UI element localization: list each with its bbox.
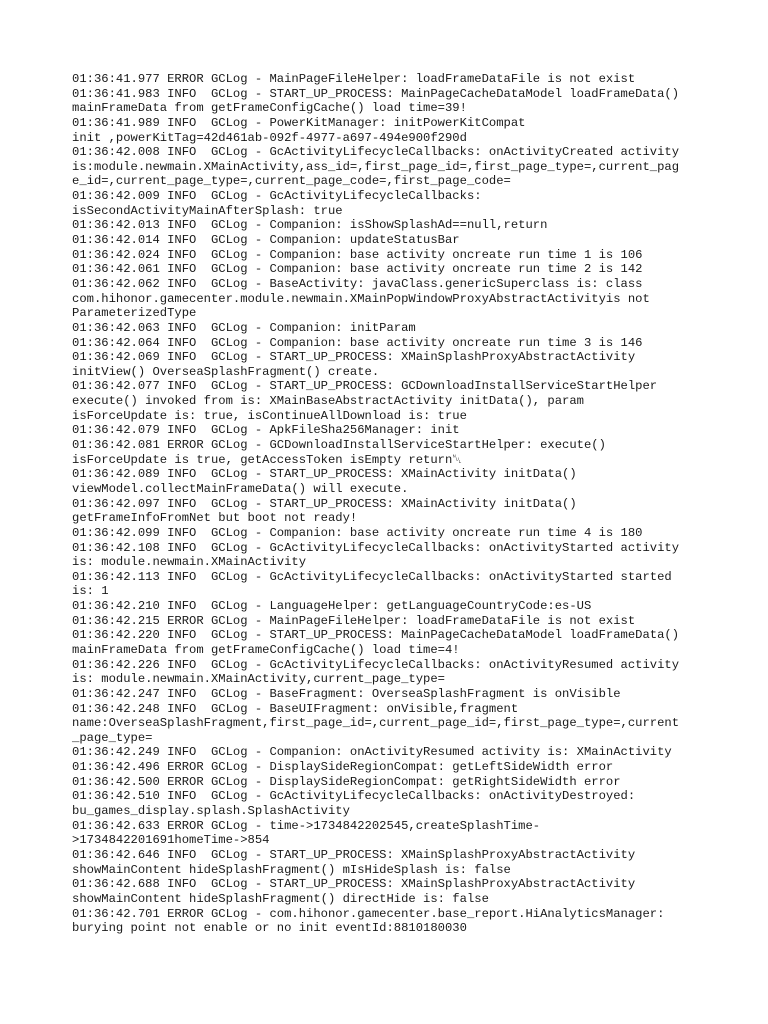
log-line: is: 1: [72, 584, 109, 599]
log-line: is: module.newmain.XMainActivity,current_page_type=: [72, 672, 445, 687]
log-line: mainFrameData from getFrameConfigCache() load time=4!: [72, 642, 460, 657]
log-line: is: module.newmain.XMainActivity: [72, 555, 307, 570]
log-line: execute() invoked from is: XMainBaseAbstractActivity initData(), param: [72, 394, 584, 409]
log-line: viewModel.collectMainFrameData() will execute.: [72, 481, 409, 496]
log-line: 01:36:42.079 INFO GCLog - ApkFileSha256Manager: init: [72, 423, 460, 438]
log-line: 01:36:42.247 INFO GCLog - BaseFragment: OverseaSplashFragment is onVisible: [72, 686, 621, 701]
log-text-block: [72, 72, 712, 936]
log-line: 01:36:42.226 INFO GCLog - GcActivityLifecycleCallbacks: onActivityResumed activity: [72, 657, 680, 672]
log-line: bu_games_display.splash.SplashActivity: [72, 804, 350, 819]
log-line: 01:36:42.496 ERROR GCLog - DisplaySideRegionCompat: getLeftSideWidth error: [72, 760, 614, 775]
log-line: 01:36:42.633 ERROR GCLog - time->1734842202545,createSplashTime-: [72, 818, 541, 833]
log-line: 01:36:41.983 INFO GCLog - START_UP_PROCESS: MainPageCacheDataModel loadFrameData(): [72, 86, 680, 101]
log-line: burying point not enable or no init eventId:8810180030: [72, 921, 467, 936]
log-line: 01:36:42.069 INFO GCLog - START_UP_PROCESS: XMainSplashProxyAbstractActivity: [72, 350, 636, 365]
log-line: getFrameInfoFromNet but boot not ready!: [72, 511, 358, 526]
log-line: 01:36:42.077 INFO GCLog - START_UP_PROCESS: GCDownloadInstallServiceStartHelper: [72, 379, 658, 394]
log-line: 01:36:41.977 ERROR GCLog - MainPageFileHelper: loadFrameDataFile is not exist: [72, 72, 636, 86]
log-line: com.hihonor.gamecenter.module.newmain.XMainPopWindowProxyAbstractActivityis not: [72, 291, 650, 306]
log-line: isForceUpdate is: true, isContinueAllDownload is: true: [72, 408, 467, 423]
log-line: 01:36:42.062 INFO GCLog - BaseActivity: javaClass.genericSuperclass is: class: [72, 276, 643, 291]
log-line: 01:36:42.008 INFO GCLog - GcActivityLifecycleCallbacks: onActivityCreated activity: [72, 145, 680, 160]
log-line: _page_type=: [72, 730, 153, 745]
log-line: 01:36:42.500 ERROR GCLog - DisplaySideRegionCompat: getRightSideWidth error: [72, 774, 621, 789]
log-line: 01:36:42.108 INFO GCLog - GcActivityLifecycleCallbacks: onActivityStarted activity: [72, 540, 680, 555]
log-line: 01:36:42.248 INFO GCLog - BaseUIFragment: onVisible,fragment: [72, 701, 519, 716]
log-line: showMainContent hideSplashFragment() directHide is: false: [72, 891, 489, 906]
log-line: 01:36:42.249 INFO GCLog - Companion: onActivityResumed activity is: XMainActivity: [72, 745, 672, 760]
log-line: 01:36:42.064 INFO GCLog - Companion: base activity oncreate run time 3 is 146: [72, 335, 643, 350]
log-line: 01:36:42.024 INFO GCLog - Companion: base activity oncreate run time 1 is 106: [72, 247, 643, 262]
log-line: >1734842201691homeTime->854: [72, 833, 270, 848]
log-line: 01:36:42.061 INFO GCLog - Companion: base activity oncreate run time 2 is 142: [72, 262, 643, 277]
log-line: 01:36:42.009 INFO GCLog - GcActivityLifecycleCallbacks:: [72, 189, 482, 204]
log-line: 01:36:42.097 INFO GCLog - START_UP_PROCESS: XMainActivity initData(): [72, 496, 577, 511]
log-line: init ,powerKitTag=42d461ab-092f-4977-a697-494e900f290d: [72, 130, 467, 145]
log-line: mainFrameData from getFrameConfigCache() load time=39!: [72, 101, 467, 116]
log-line: 01:36:42.701 ERROR GCLog - com.hihonor.gamecenter.base_report.HiAnalyticsManager:: [72, 906, 665, 921]
log-line: 01:36:42.646 INFO GCLog - START_UP_PROCESS: XMainSplashProxyAbstractActivity: [72, 847, 636, 862]
log-line: 01:36:42.099 INFO GCLog - Companion: base activity oncreate run time 4 is 180: [72, 525, 643, 540]
log-line: 01:36:42.220 INFO GCLog - START_UP_PROCESS: MainPageCacheDataModel loadFrameData(): [72, 628, 680, 643]
log-line: name:OverseaSplashFragment,first_page_id=,current_page_id=,first_page_type=,current: [72, 716, 680, 731]
log-line: 01:36:42.089 INFO GCLog - START_UP_PROCESS: XMainActivity initData(): [72, 467, 577, 482]
log-line: showMainContent hideSplashFragment() mIsHideSplash is: false: [72, 862, 511, 877]
log-line: 01:36:42.510 INFO GCLog - GcActivityLifecycleCallbacks: onActivityDestroyed:: [72, 789, 636, 804]
log-line: 01:36:42.210 INFO GCLog - LanguageHelper: getLanguageCountryCode:es-US: [72, 599, 592, 614]
log-line: isSecondActivityMainAfterSplash: true: [72, 203, 343, 218]
log-line: is:module.newmain.XMainActivity,ass_id=,first_page_id=,first_page_type=,current_pag: [72, 159, 680, 174]
log-line: 01:36:41.989 INFO GCLog - PowerKitManager: initPowerKitCompat: [72, 115, 526, 130]
log-line: ParameterizedType: [72, 306, 197, 321]
log-line: isForceUpdate is true, getAccessToken isEmpty return␀: [72, 452, 463, 467]
log-line: initView() OverseaSplashFragment() create.: [72, 364, 380, 379]
log-line: e_id=,current_page_type=,current_page_code=,first_page_code=: [72, 174, 511, 189]
log-line: 01:36:42.688 INFO GCLog - START_UP_PROCESS: XMainSplashProxyAbstractActivity: [72, 877, 636, 892]
log-line: 01:36:42.013 INFO GCLog - Companion: isShowSplashAd==null,return: [72, 218, 548, 233]
log-line: 01:36:42.215 ERROR GCLog - MainPageFileHelper: loadFrameDataFile is not exist: [72, 613, 636, 628]
log-line: 01:36:42.063 INFO GCLog - Companion: initParam: [72, 320, 416, 335]
log-line: 01:36:42.113 INFO GCLog - GcActivityLifecycleCallbacks: onActivityStarted started: [72, 569, 672, 584]
log-line: 01:36:42.014 INFO GCLog - Companion: updateStatusBar: [72, 233, 460, 248]
log-line: 01:36:42.081 ERROR GCLog - GCDownloadInstallServiceStartHelper: execute(): [72, 438, 606, 453]
